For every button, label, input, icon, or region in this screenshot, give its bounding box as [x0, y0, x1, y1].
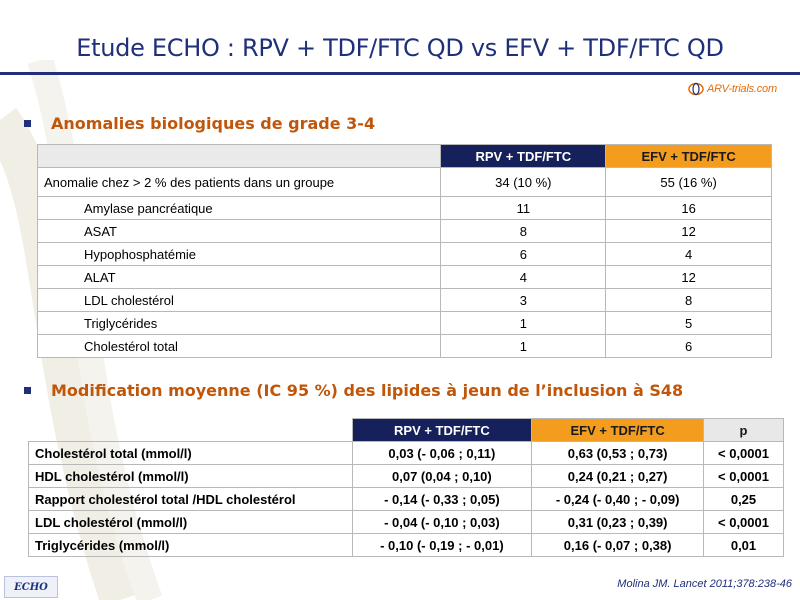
table-row	[38, 335, 772, 358]
row-label: Triglycérides (mmol/l)	[29, 534, 353, 557]
header-efv: EFV + TDF/FTC	[532, 419, 704, 442]
page-title: Etude ECHO : RPV + TDF/FTC QD vs EFV + TDF/FTC QD	[76, 34, 724, 62]
table-row	[29, 534, 784, 557]
section-title: Anomalies biologiques de grade 3-4	[51, 114, 376, 133]
row-efv: 0,63 (0,53 ; 0,73)	[532, 442, 704, 465]
row-rpv: - 0,14 (- 0,33 ; 0,05)	[352, 488, 532, 511]
section-heading-lipids	[24, 381, 683, 400]
row-p: 0,25	[704, 488, 784, 511]
row-efv: 8	[606, 289, 772, 312]
row-rpv: - 0,10 (- 0,19 ; - 0,01)	[352, 534, 532, 557]
row-label: Rapport cholestérol total /HDL cholestérol	[29, 488, 353, 511]
row-label: Amylase pancréatique	[38, 197, 441, 220]
row-rpv: 0,07 (0,04 ; 0,10)	[352, 465, 532, 488]
row-rpv: 1	[441, 312, 606, 335]
table-row	[38, 220, 772, 243]
table-row	[29, 442, 784, 465]
row-label: Cholestérol total	[38, 335, 441, 358]
row-efv: 0,16 (- 0,07 ; 0,38)	[532, 534, 704, 557]
row-efv: 0,24 (0,21 ; 0,27)	[532, 465, 704, 488]
table-header-row	[38, 145, 772, 168]
row-p: < 0,0001	[704, 442, 784, 465]
table-row	[38, 197, 772, 220]
table-header-row	[29, 419, 784, 442]
table-row	[38, 266, 772, 289]
echo-study-badge: ECHO	[4, 576, 58, 598]
row-p: < 0,0001	[704, 465, 784, 488]
arv-trials-logo[interactable]	[688, 80, 777, 98]
table-lipids	[28, 418, 784, 557]
row-efv: 4	[606, 243, 772, 266]
header-rpv: RPV + TDF/FTC	[352, 419, 532, 442]
logo-text: ARV-trials.com	[707, 83, 777, 95]
row-efv: 6	[606, 335, 772, 358]
summary-label: Anomalie chez > 2 % des patients dans un groupe	[38, 168, 441, 197]
summary-efv: 55 (16 %)	[606, 168, 772, 197]
section-title: Modification moyenne (IC 95 %) des lipides à jeun de l’inclusion à S48	[51, 381, 684, 400]
bullet-icon	[24, 120, 31, 127]
row-rpv: 1	[441, 335, 606, 358]
row-label: Cholestérol total (mmol/l)	[29, 442, 353, 465]
row-label: Hypophosphatémie	[38, 243, 441, 266]
row-p: 0,01	[704, 534, 784, 557]
table-row	[38, 243, 772, 266]
header-rpv: RPV + TDF/FTC	[441, 145, 606, 168]
row-label: HDL cholestérol (mmol/l)	[29, 465, 353, 488]
row-efv: 5	[606, 312, 772, 335]
header-p: p	[704, 419, 784, 442]
table-row	[29, 488, 784, 511]
row-rpv: 6	[441, 243, 606, 266]
row-label: LDL cholestérol	[38, 289, 441, 312]
table-row	[29, 465, 784, 488]
header-blank-cell	[38, 145, 441, 168]
row-rpv: 3	[441, 289, 606, 312]
summary-rpv: 34 (10 %)	[441, 168, 606, 197]
row-label: ASAT	[38, 220, 441, 243]
table-row	[38, 312, 772, 335]
row-efv: 0,31 (0,23 ; 0,39)	[532, 511, 704, 534]
row-efv: 12	[606, 266, 772, 289]
section-heading-anomalies	[24, 114, 375, 133]
table-summary-row	[38, 168, 772, 197]
bullet-icon	[24, 387, 31, 394]
row-rpv: 11	[441, 197, 606, 220]
table-row	[29, 511, 784, 534]
row-rpv: 0,03 (- 0,06 ; 0,11)	[352, 442, 532, 465]
row-p: < 0,0001	[704, 511, 784, 534]
row-efv: 12	[606, 220, 772, 243]
row-label: ALAT	[38, 266, 441, 289]
citation: Molina JM. Lancet 2011;378:238-46	[617, 578, 792, 590]
row-efv: 16	[606, 197, 772, 220]
header-efv: EFV + TDF/FTC	[606, 145, 772, 168]
table-anomalies	[37, 144, 772, 358]
row-label: LDL cholestérol (mmol/l)	[29, 511, 353, 534]
row-label: Triglycérides	[38, 312, 441, 335]
row-efv: - 0,24 (- 0,40 ; - 0,09)	[532, 488, 704, 511]
title-divider	[0, 72, 800, 75]
header-blank-cell	[29, 419, 353, 442]
arv-trials-logo-icon	[688, 82, 704, 96]
table-row	[38, 289, 772, 312]
row-rpv: 4	[441, 266, 606, 289]
row-rpv: - 0,04 (- 0,10 ; 0,03)	[352, 511, 532, 534]
row-rpv: 8	[441, 220, 606, 243]
